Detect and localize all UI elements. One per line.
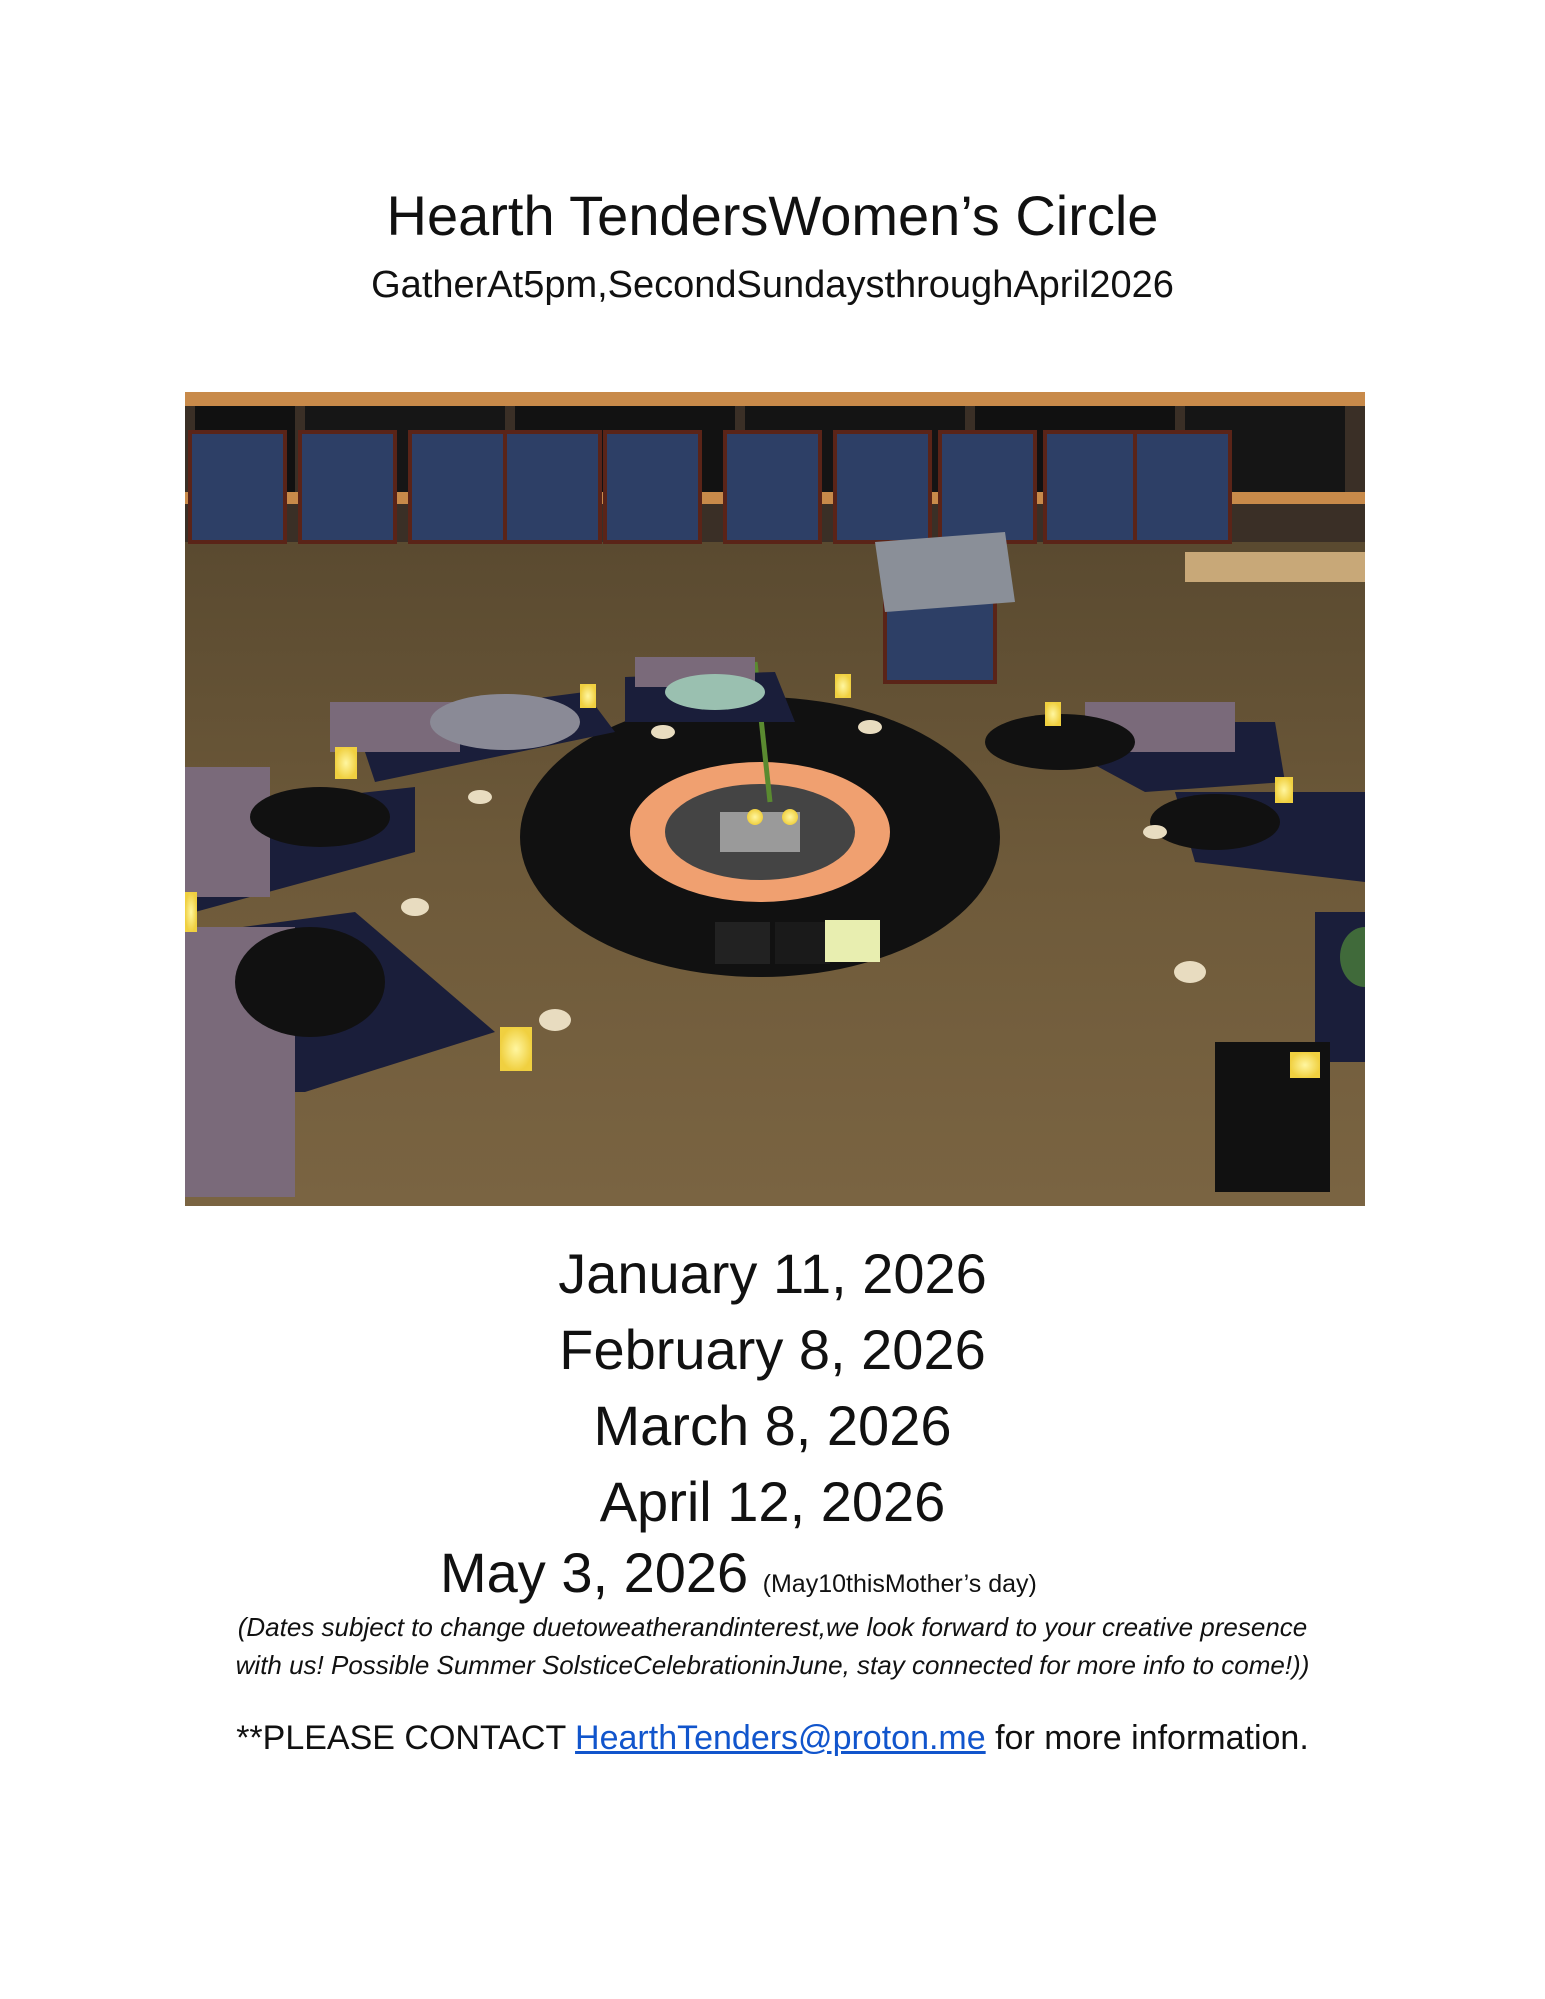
- last-date: May 3, 2026: [440, 1541, 749, 1604]
- contact-email-link[interactable]: HearthTenders@proton.me: [575, 1719, 986, 1757]
- contact-prefix: **PLEASE CONTACT: [236, 1719, 576, 1757]
- contact-suffix: for more information.: [985, 1719, 1309, 1757]
- disclaimer-line: with us! Possible Summer SolsticeCelebrationinJune, stay connected for more info to come!)): [235, 1650, 1310, 1680]
- date-item: April 12, 2026: [599, 1470, 946, 1533]
- date-item: March 8, 2026: [593, 1394, 952, 1457]
- date-item: January 11, 2026: [558, 1242, 987, 1305]
- circle-room-photo: [185, 392, 1365, 1206]
- disclaimer: [150, 1608, 1395, 1684]
- dates-list: [0, 1236, 1545, 1540]
- page-subtitle: GatherAt5pm,SecondSundaysthroughApril2026: [371, 264, 1174, 306]
- disclaimer-line: (Dates subject to change duetoweatherandinterest,we look forward to your creative presence: [237, 1612, 1308, 1642]
- date-item: February 8, 2026: [559, 1318, 986, 1381]
- last-date-note: (May10thisMother’s day): [762, 1570, 1037, 1598]
- last-date-line: [440, 1540, 1037, 1605]
- contact-line: [0, 1716, 1545, 1760]
- page-title: Hearth TendersWomen’s Circle: [386, 184, 1159, 247]
